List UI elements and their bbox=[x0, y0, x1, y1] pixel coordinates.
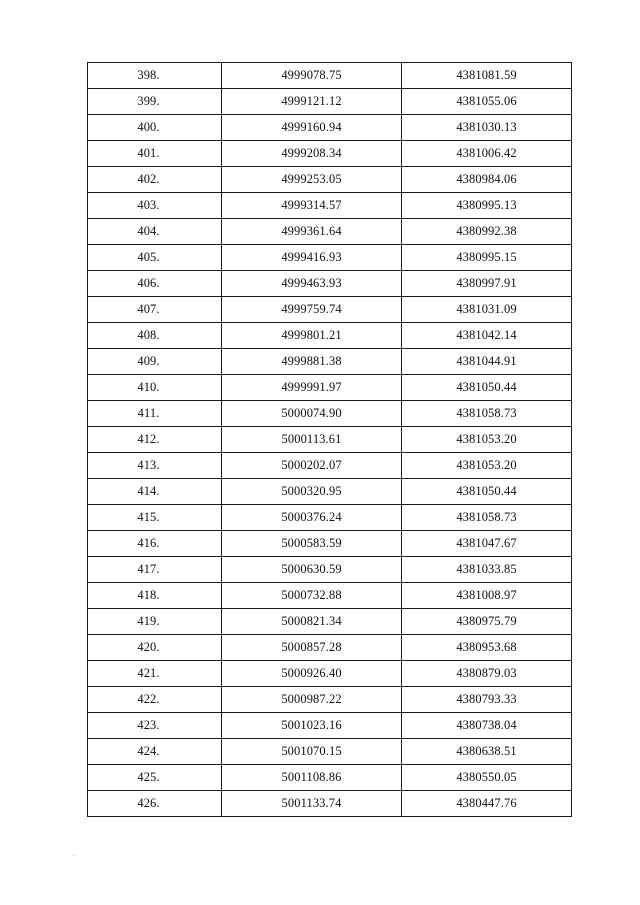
y-coordinate-cell: 4380995.15 bbox=[402, 245, 572, 271]
table-row bbox=[88, 791, 572, 817]
x-coordinate-cell: 4999463.93 bbox=[222, 271, 402, 297]
table-row bbox=[88, 63, 572, 89]
point-number-cell: 418. bbox=[88, 583, 222, 609]
table-row bbox=[88, 635, 572, 661]
point-number-cell: 423. bbox=[88, 713, 222, 739]
x-coordinate-cell: 4999208.34 bbox=[222, 141, 402, 167]
y-coordinate-cell: 4381058.73 bbox=[402, 505, 572, 531]
x-coordinate-cell: 5000202.07 bbox=[222, 453, 402, 479]
x-coordinate-cell: 5000320.95 bbox=[222, 479, 402, 505]
x-coordinate-cell: 4999078.75 bbox=[222, 63, 402, 89]
y-coordinate-cell: 4380992.38 bbox=[402, 219, 572, 245]
scan-speck bbox=[73, 855, 74, 856]
x-coordinate-cell: 4999314.57 bbox=[222, 193, 402, 219]
point-number-cell: 411. bbox=[88, 401, 222, 427]
point-number-cell: 416. bbox=[88, 531, 222, 557]
point-number-cell: 409. bbox=[88, 349, 222, 375]
x-coordinate-cell: 4999991.97 bbox=[222, 375, 402, 401]
x-coordinate-cell: 4999416.93 bbox=[222, 245, 402, 271]
x-coordinate-cell: 5001070.15 bbox=[222, 739, 402, 765]
y-coordinate-cell: 4381031.09 bbox=[402, 297, 572, 323]
y-coordinate-cell: 4381050.44 bbox=[402, 375, 572, 401]
table-row bbox=[88, 141, 572, 167]
y-coordinate-cell: 4380984.06 bbox=[402, 167, 572, 193]
table-row bbox=[88, 245, 572, 271]
point-number-cell: 404. bbox=[88, 219, 222, 245]
point-number-cell: 417. bbox=[88, 557, 222, 583]
table-row bbox=[88, 167, 572, 193]
table-row bbox=[88, 297, 572, 323]
point-number-cell: 425. bbox=[88, 765, 222, 791]
y-coordinate-cell: 4381030.13 bbox=[402, 115, 572, 141]
y-coordinate-cell: 4381053.20 bbox=[402, 427, 572, 453]
y-coordinate-cell: 4381047.67 bbox=[402, 531, 572, 557]
point-number-cell: 422. bbox=[88, 687, 222, 713]
point-number-cell: 415. bbox=[88, 505, 222, 531]
table-row bbox=[88, 375, 572, 401]
x-coordinate-cell: 4999759.74 bbox=[222, 297, 402, 323]
y-coordinate-cell: 4381033.85 bbox=[402, 557, 572, 583]
table-row bbox=[88, 687, 572, 713]
table-row bbox=[88, 193, 572, 219]
x-coordinate-cell: 5000113.61 bbox=[222, 427, 402, 453]
x-coordinate-cell: 5000857.28 bbox=[222, 635, 402, 661]
point-number-cell: 413. bbox=[88, 453, 222, 479]
y-coordinate-cell: 4380738.04 bbox=[402, 713, 572, 739]
x-coordinate-cell: 5000583.59 bbox=[222, 531, 402, 557]
y-coordinate-cell: 4380953.68 bbox=[402, 635, 572, 661]
x-coordinate-cell: 5001108.86 bbox=[222, 765, 402, 791]
y-coordinate-cell: 4380447.76 bbox=[402, 791, 572, 817]
point-number-cell: 398. bbox=[88, 63, 222, 89]
table-row bbox=[88, 765, 572, 791]
y-coordinate-cell: 4381053.20 bbox=[402, 453, 572, 479]
y-coordinate-cell: 4380638.51 bbox=[402, 739, 572, 765]
table-row bbox=[88, 557, 572, 583]
x-coordinate-cell: 4999881.38 bbox=[222, 349, 402, 375]
point-number-cell: 412. bbox=[88, 427, 222, 453]
x-coordinate-cell: 5000821.34 bbox=[222, 609, 402, 635]
x-coordinate-cell: 5000987.22 bbox=[222, 687, 402, 713]
table-row bbox=[88, 323, 572, 349]
table-row bbox=[88, 661, 572, 687]
x-coordinate-cell: 4999253.05 bbox=[222, 167, 402, 193]
point-number-cell: 410. bbox=[88, 375, 222, 401]
point-number-cell: 406. bbox=[88, 271, 222, 297]
y-coordinate-cell: 4381042.14 bbox=[402, 323, 572, 349]
point-number-cell: 426. bbox=[88, 791, 222, 817]
x-coordinate-cell: 4999801.21 bbox=[222, 323, 402, 349]
y-coordinate-cell: 4381008.97 bbox=[402, 583, 572, 609]
x-coordinate-cell: 5001133.74 bbox=[222, 791, 402, 817]
table-row bbox=[88, 219, 572, 245]
point-number-cell: 401. bbox=[88, 141, 222, 167]
y-coordinate-cell: 4380793.33 bbox=[402, 687, 572, 713]
table-row bbox=[88, 271, 572, 297]
x-coordinate-cell: 5000732.88 bbox=[222, 583, 402, 609]
point-number-cell: 419. bbox=[88, 609, 222, 635]
y-coordinate-cell: 4380995.13 bbox=[402, 193, 572, 219]
coordinates-table-body bbox=[88, 63, 572, 817]
y-coordinate-cell: 4381050.44 bbox=[402, 479, 572, 505]
x-coordinate-cell: 4999361.64 bbox=[222, 219, 402, 245]
point-number-cell: 424. bbox=[88, 739, 222, 765]
x-coordinate-cell: 5000630.59 bbox=[222, 557, 402, 583]
x-coordinate-cell: 5001023.16 bbox=[222, 713, 402, 739]
x-coordinate-cell: 4999160.94 bbox=[222, 115, 402, 141]
table-row bbox=[88, 609, 572, 635]
coordinates-table bbox=[87, 62, 572, 817]
x-coordinate-cell: 5000074.90 bbox=[222, 401, 402, 427]
y-coordinate-cell: 4381058.73 bbox=[402, 401, 572, 427]
y-coordinate-cell: 4381044.91 bbox=[402, 349, 572, 375]
table-row bbox=[88, 479, 572, 505]
point-number-cell: 403. bbox=[88, 193, 222, 219]
x-coordinate-cell: 4999121.12 bbox=[222, 89, 402, 115]
table-row bbox=[88, 505, 572, 531]
y-coordinate-cell: 4380975.79 bbox=[402, 609, 572, 635]
point-number-cell: 400. bbox=[88, 115, 222, 141]
table-row bbox=[88, 583, 572, 609]
point-number-cell: 407. bbox=[88, 297, 222, 323]
point-number-cell: 399. bbox=[88, 89, 222, 115]
point-number-cell: 402. bbox=[88, 167, 222, 193]
y-coordinate-cell: 4380997.91 bbox=[402, 271, 572, 297]
table-row bbox=[88, 89, 572, 115]
y-coordinate-cell: 4380550.05 bbox=[402, 765, 572, 791]
x-coordinate-cell: 5000376.24 bbox=[222, 505, 402, 531]
table-row bbox=[88, 531, 572, 557]
point-number-cell: 414. bbox=[88, 479, 222, 505]
table-row bbox=[88, 115, 572, 141]
table-row bbox=[88, 713, 572, 739]
table-row bbox=[88, 453, 572, 479]
y-coordinate-cell: 4380879.03 bbox=[402, 661, 572, 687]
y-coordinate-cell: 4381055.06 bbox=[402, 89, 572, 115]
table-row bbox=[88, 401, 572, 427]
table-row bbox=[88, 427, 572, 453]
table-row bbox=[88, 349, 572, 375]
y-coordinate-cell: 4381081.59 bbox=[402, 63, 572, 89]
point-number-cell: 405. bbox=[88, 245, 222, 271]
x-coordinate-cell: 5000926.40 bbox=[222, 661, 402, 687]
point-number-cell: 408. bbox=[88, 323, 222, 349]
point-number-cell: 420. bbox=[88, 635, 222, 661]
table-row bbox=[88, 739, 572, 765]
point-number-cell: 421. bbox=[88, 661, 222, 687]
y-coordinate-cell: 4381006.42 bbox=[402, 141, 572, 167]
